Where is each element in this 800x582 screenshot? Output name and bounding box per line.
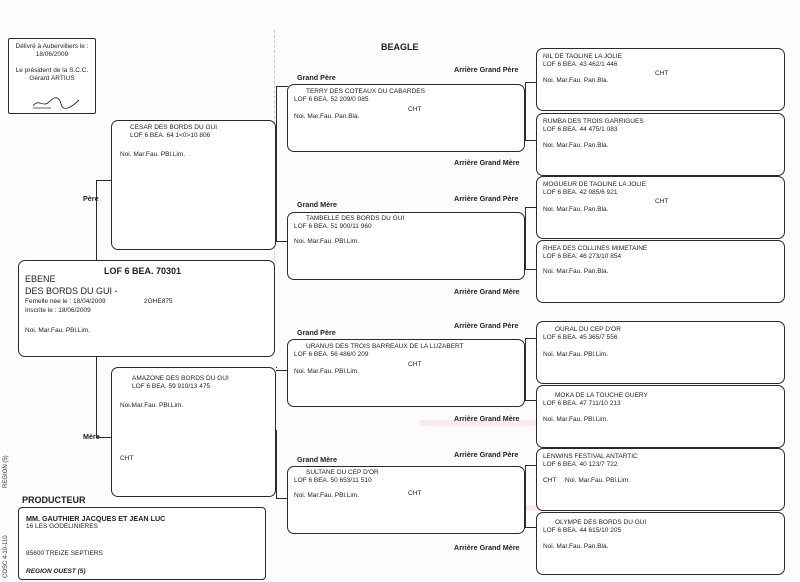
ggp-lof: LOF 6 BEA. 44 615/10 205	[543, 527, 622, 534]
ggp-color: Noi. Mar.Fau. PBl.Lim.	[543, 351, 609, 358]
ggp-name: MOKA DE LA TOUCHE GUERY	[555, 392, 648, 399]
issue-box	[8, 38, 96, 114]
ggp-name: NIL DE TAOLINE LA JOLIE	[543, 53, 622, 60]
connector	[276, 86, 277, 151]
gp-lof: LOF 6 BEA. 50 653/11 510	[294, 477, 372, 484]
ggp-lof: LOF 6 BEA. 43 462/1 446	[543, 61, 618, 68]
issue-line1: Délivré à Aubervilliers le :	[15, 43, 89, 50]
subject-tattoo: 2GHE875	[144, 298, 173, 305]
ggp-cht: CHT	[655, 70, 669, 77]
connector	[276, 430, 277, 498]
ggp-name: RHEA DES COLLINES MIMETAINE	[543, 245, 648, 252]
father-color: Noi. Mar.Fau. PBl.Lim.	[120, 151, 186, 158]
label-ag-mere: Arrière Grand Mère	[454, 287, 520, 296]
great-grandparent-box	[536, 176, 785, 239]
issue-date: 18/06/2009	[35, 51, 69, 59]
gp-lof: LOF 6 BEA. 51 900/11 960	[294, 223, 372, 230]
gp-name: TERRY DES COTEAUX DU CABARDES	[306, 88, 425, 95]
gp-name: SULTANE DU CEP D'OR	[306, 469, 379, 476]
producer-address: 16 LES GODELINIERES	[26, 523, 98, 530]
label-ag-pere: Arrière Grand Père	[454, 194, 519, 203]
ggp-cht: CHT	[655, 198, 669, 205]
ggp-name: OLYMPE DES BORDS DU GUI	[555, 519, 647, 526]
label-grand-pere: Grand Père	[297, 328, 336, 337]
producer-city: 85600 TREIZE SEPTIERS	[26, 550, 103, 557]
ggp-lof: LOF 6 BEA. 40 123/7 722	[543, 461, 618, 468]
great-grandparent-box	[536, 321, 785, 384]
mother-color: Noi.Mar.Fau. PBl.Lim.	[120, 402, 184, 409]
gp-cht: CHT	[408, 490, 422, 497]
label-ag-mere: Arrière Grand Mère	[454, 543, 520, 552]
father-box	[111, 120, 276, 250]
ggp-lof: LOF 6 BEA. 47 711/10 213	[543, 400, 621, 407]
gp-color: Noi. Mar.Fau. PBl.Lim.	[294, 492, 360, 499]
breed-title: BEAGLE	[381, 42, 419, 52]
label-ag-pere: Arrière Grand Père	[454, 65, 519, 74]
producer-name: MM. GAUTHIER JACQUES ET JEAN LUC	[26, 514, 166, 523]
mother-cht: CHT	[120, 455, 134, 462]
connector	[525, 82, 526, 140]
connector	[525, 338, 526, 400]
ggp-lof: LOF 6 BEA. 42 085/6 921	[543, 189, 618, 196]
connector	[96, 180, 97, 260]
label-ag-mere: Arrière Grand Mère	[454, 414, 520, 423]
issue-signer: Gérard ARTIUS	[29, 75, 75, 83]
connector	[525, 465, 526, 527]
ggp-lof: LOF 6 BEA. 44 475/1 083	[543, 126, 618, 133]
gp-color: Noi. Mar.Fau. PBl.Lim.	[294, 368, 360, 375]
label-mere: Mère	[83, 432, 100, 441]
producer-region: REGION OUEST (5)	[26, 568, 86, 575]
ggp-name: MOGUEUR DE TAOLINE LA JOLIE	[543, 181, 647, 188]
ggp-name: LENWINS FESTIVAL ANTARTIC	[543, 453, 638, 460]
ggp-cht: CHT	[543, 477, 557, 484]
gp-color: Noi. Mar.Fau. Pan.Bla.	[294, 113, 360, 120]
producer-heading: PRODUCTEUR	[22, 495, 86, 505]
father-name: CESAR DES BORDS DU GUI	[130, 124, 218, 131]
subject-registered: Inscrite le : 18/06/2009	[25, 307, 91, 314]
connector	[96, 180, 112, 181]
grandparent-box	[287, 466, 525, 534]
label-grand-pere: Grand Père	[297, 73, 336, 82]
side-region-text: REGION (5)	[3, 455, 9, 488]
label-ag-pere: Arrière Grand Père	[454, 450, 519, 459]
ggp-color: Noi. Mar.Fau. Pan.Bla.	[543, 77, 609, 84]
great-grandparent-box	[536, 448, 785, 511]
great-grandparent-box	[536, 48, 785, 111]
subject-color: Noi. Mar.Fau. PBl.Lim.	[25, 327, 91, 334]
ggp-color: Noi. Mar.Fau. Pan.Bla.	[543, 142, 609, 149]
label-grand-mere: Grand Mère	[297, 455, 337, 464]
ggp-name: RUMBA DES TROIS GARRIGUES	[543, 118, 644, 125]
label-grand-mere: Grand Mère	[297, 200, 337, 209]
grandparent-box	[287, 212, 525, 280]
subject-name2: DES BORDS DU GUI -	[25, 286, 118, 296]
gp-color: Noi. Mar.Fau. PBl.Lim.	[294, 238, 360, 245]
subject-birth: Femelle née le : 18/04/2009	[25, 298, 106, 305]
label-pere: Père	[83, 194, 99, 203]
ggp-color: Noi. Mar.Fau. PBl.Lim.	[565, 477, 631, 484]
ggp-color: Noi. Mar.Fau. Pan.Bla.	[543, 543, 609, 550]
issue-line3: Le président de la S.C.C.	[15, 67, 89, 75]
connector	[276, 151, 277, 241]
mother-lof: LOF 6 BEA. 59 910/13 475	[132, 383, 211, 390]
grandparent-box	[287, 339, 525, 407]
grandparent-box	[287, 84, 525, 152]
ggp-lof: LOF 6 BEA. 46 273/10 854	[543, 253, 622, 260]
ggp-name: OURAL DU CEP D'OR	[555, 326, 621, 333]
gp-lof: LOF 6 BEA. 56 486/0 209	[294, 351, 369, 358]
connector	[525, 207, 526, 269]
signature-icon	[31, 94, 81, 110]
ggp-color: Noi. Mar.Fau. Pan.Bla.	[543, 206, 609, 213]
connector	[276, 86, 288, 87]
side-edge-text: COSC 4-10-110	[3, 535, 9, 578]
gp-name: TAMBELLE DES BORDS DU GUI	[306, 215, 405, 222]
ggp-lof: LOF 6 BEA. 45 365/7 556	[543, 334, 618, 341]
label-ag-mere: Arrière Grand Mère	[454, 158, 520, 167]
gp-cht: CHT	[408, 361, 422, 368]
gp-lof: LOF 6 BEA. 52 209/0 085	[294, 96, 369, 103]
mother-name: AMAZONE DES BORDS DU GUI	[132, 375, 229, 382]
subject-box	[18, 260, 275, 357]
gp-cht: CHT	[408, 106, 422, 113]
connector	[276, 367, 277, 368]
subject-name1: EBENE	[25, 274, 56, 284]
great-grandparent-box	[536, 512, 785, 575]
gp-name: URANUS DES TROIS BARREAUX DE LA LUZABERT	[306, 343, 464, 350]
ggp-color: Noi. Mar.Fau. PBl.Lim.	[543, 416, 609, 423]
ggp-color: Noi. Mar.Fau. Pan.Bla.	[543, 268, 609, 275]
connector	[96, 357, 97, 437]
great-grandparent-box	[536, 385, 785, 448]
father-lof: LOF 6 BEA. 64 1<0>10 806	[130, 132, 211, 139]
label-ag-pere: Arrière Grand Père	[454, 321, 519, 330]
producer-box	[18, 507, 266, 580]
subject-lof: LOF 6 BEA. 70301	[104, 266, 182, 276]
great-grandparent-box	[536, 240, 785, 303]
great-grandparent-box	[536, 113, 785, 176]
mother-box	[111, 367, 276, 497]
